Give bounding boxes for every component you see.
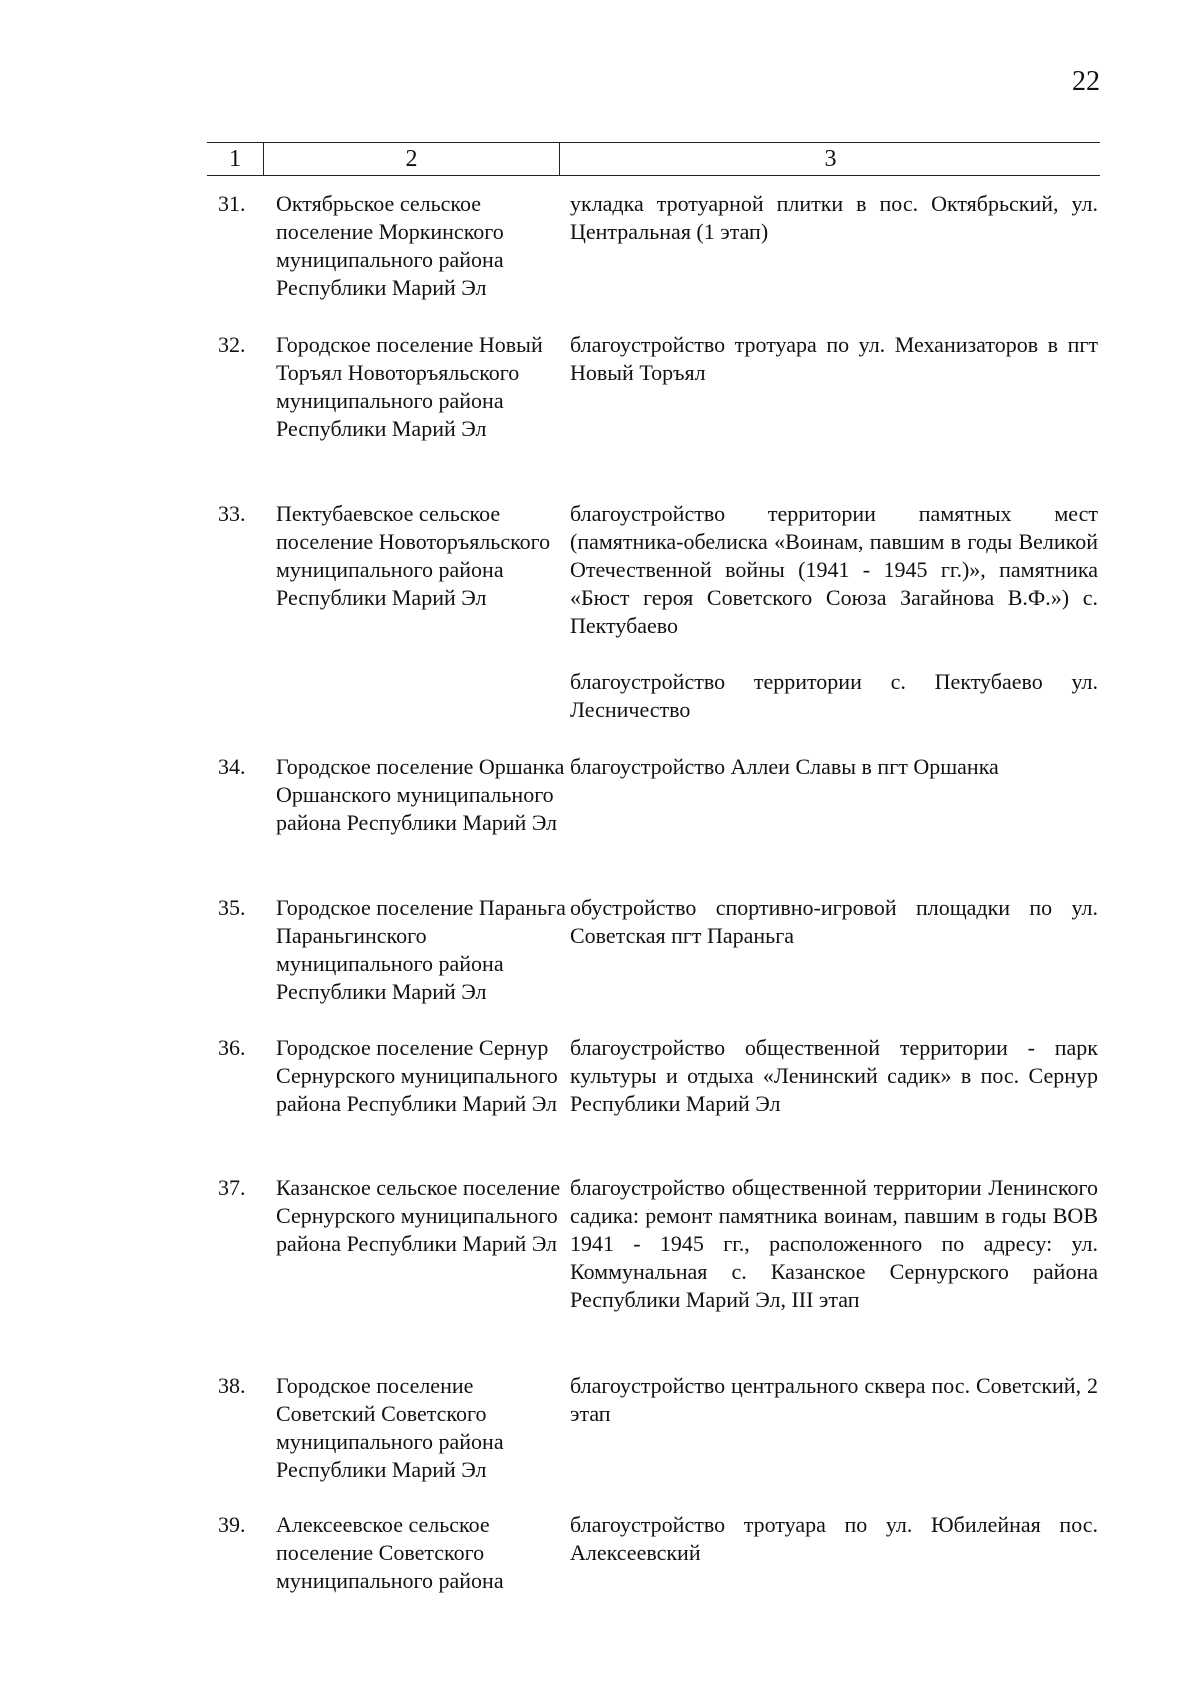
description-paragraph: обустройство спортивно-игровой площадки по ул. Советская пгт Параньга bbox=[570, 895, 1098, 948]
settlement-name: Городское поселение Оршанка Оршанского муниципального района Республики Марий Эл bbox=[276, 754, 565, 835]
row-number: 36. bbox=[218, 1035, 246, 1060]
description-paragraph: благоустройство территории с. Пектубаево ул. Лесничество bbox=[570, 669, 1098, 722]
settlement-name: Казанское сельское поселение Сернурского муниципального района Республики Марий Эл bbox=[276, 1175, 561, 1256]
row-number: 37. bbox=[218, 1175, 246, 1200]
settlement-name: Алексеевское сельское поселение Советского муниципального района bbox=[276, 1512, 504, 1593]
project-description bbox=[570, 500, 1098, 724]
project-description bbox=[570, 753, 1098, 781]
settlement-name: Городское поселение Параньга Параньгинского муниципального района Республики Марий Эл bbox=[276, 895, 566, 1004]
settlement-name: Городское поселение Сернур Сернурского муниципального района Республики Марий Эл bbox=[276, 1035, 558, 1116]
description-paragraph: благоустройство территории памятных мест (памятника-обелиска «Воинам, павшим в годы Великой Отечественной войны (1941 - 1945 гг.)», памятника «Бюст героя Советского Союза Загайнова В.Ф.») с. Пектубаево bbox=[570, 501, 1098, 638]
page-number: 22 bbox=[1072, 66, 1100, 97]
table-header bbox=[207, 142, 1100, 176]
row-number: 34. bbox=[218, 754, 246, 779]
project-description bbox=[570, 1511, 1098, 1567]
description-paragraph: благоустройство Аллеи Славы в пгт Оршанка bbox=[570, 754, 999, 779]
project-description bbox=[570, 190, 1098, 246]
settlement-name: Пектубаевское сельское поселение Новоторъяльского муниципального района Республики Марий Эл bbox=[276, 501, 551, 610]
settlement-name: Городское поселение Советский Советского муниципального района Республики Марий Эл bbox=[276, 1373, 504, 1482]
header-col-2: 2 bbox=[264, 143, 560, 175]
project-description bbox=[570, 1372, 1098, 1428]
row-number: 39. bbox=[218, 1512, 246, 1537]
description-paragraph: благоустройство общественной территории Ленинского садика: ремонт памятника воинам, павшим в годы ВОВ 1941 - 1945 гг., расположенного по адресу: ул. Коммунальная с. Казанское Сернурского района Республики Марий Эл, III этап bbox=[570, 1175, 1098, 1312]
row-number: 32. bbox=[218, 332, 246, 357]
description-paragraph: благоустройство тротуара по ул. Юбилейная пос. Алексеевский bbox=[570, 1512, 1098, 1565]
row-number: 38. bbox=[218, 1373, 246, 1398]
header-col-1: 1 bbox=[207, 143, 264, 175]
description-paragraph: благоустройство общественной территории - парк культуры и отдыха «Ленинский садик» в пос. Сернур Республики Марий Эл bbox=[570, 1035, 1098, 1116]
project-description bbox=[570, 1174, 1098, 1314]
row-number: 33. bbox=[218, 501, 246, 526]
project-description bbox=[570, 331, 1098, 387]
header-col-3: 3 bbox=[824, 146, 837, 172]
project-description bbox=[570, 894, 1098, 950]
description-paragraph: благоустройство тротуара по ул. Механизаторов в пгт Новый Торъял bbox=[570, 332, 1098, 385]
row-number: 35. bbox=[218, 895, 246, 920]
settlement-name: Октябрьское сельское поселение Моркинского муниципального района Республики Марий Эл bbox=[276, 191, 504, 300]
row-number: 31. bbox=[218, 191, 246, 216]
project-description bbox=[570, 1034, 1098, 1118]
settlement-name: Городское поселение Новый Торъял Новоторъяльского муниципального района Республики Марий Эл bbox=[276, 332, 543, 441]
description-paragraph: укладка тротуарной плитки в пос. Октябрьский, ул. Центральная (1 этап) bbox=[570, 191, 1098, 244]
description-paragraph: благоустройство центрального сквера пос. Советский, 2 этап bbox=[570, 1373, 1098, 1426]
